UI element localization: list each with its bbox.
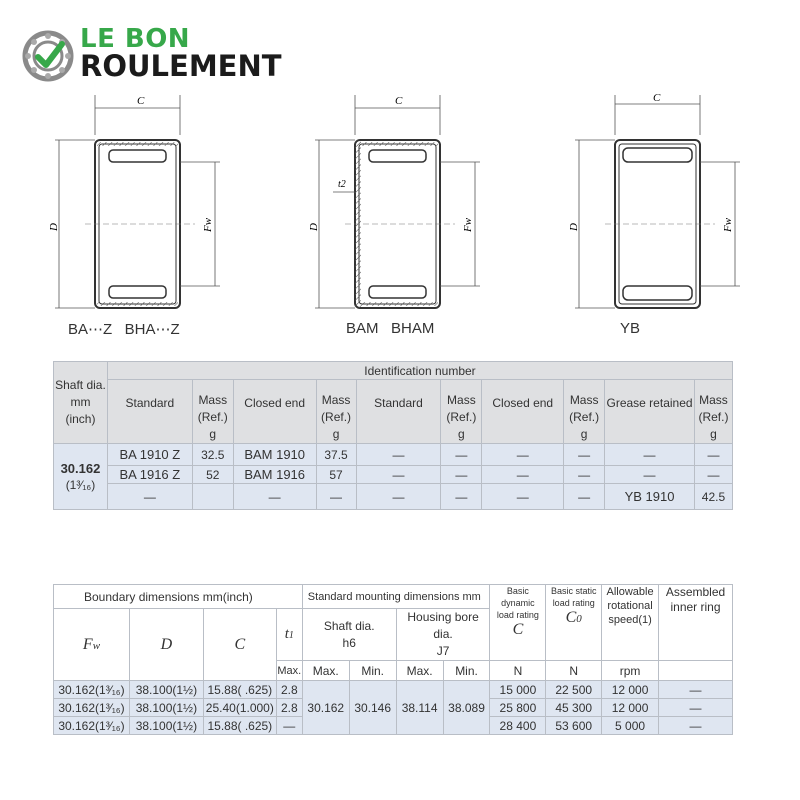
- diagram-label-ba: BA⋯Z BHA⋯Z: [68, 321, 180, 338]
- svg-text:D: D: [568, 223, 580, 231]
- dimensions-table: Boundary dimensions mm(inch) Standard mounting dimensions mm Basic dynamic load rating C Basic static load rating C0 Allowable rotational speed(1) Assembled inner ring Fw D C t1 Shaft dia. h6 Housing bore dia. J7 Max. Max. Min. Max. Min. N N rpm 30.162(1³⁄₁₆) 38.100(1½) 15.88( .625) 2.8 30.162 30.146 38.114 38.089 15 000 22 500 12 000 — 30.162(1³⁄₁₆) 38.100(1½) 25.40(1.000) 2.8 25 800 45 300 12 000 — 30.162(1³⁄₁₆) 38.100(1½) 15.88( .625) — 28 400 53 600 5 000 —: [53, 584, 733, 735]
- bearing-diagram-ba: [45, 90, 235, 320]
- table-row: — — — — — — — YB 1910 42.5: [54, 484, 733, 510]
- logo-line1: LE BON: [80, 24, 191, 54]
- logo-line2: ROULEMENT: [80, 49, 282, 83]
- svg-text:C: C: [653, 92, 661, 104]
- table-row: 30.162 (1³⁄₁₆) BA 1910 Z 32.5 BAM 1910 37.5 — — — — — —: [54, 444, 733, 466]
- shaft-dia-header: Shaft dia. mm (inch): [54, 362, 108, 444]
- identification-number-header: Identification number: [107, 362, 732, 380]
- table-row: 30.162(1³⁄₁₆) 38.100(1½) 25.40(1.000) 2.8 25 800 45 300 12 000 —: [54, 699, 733, 717]
- identification-table: Shaft dia. mm (inch) Identification number Standard Mass (Ref.) g Closed end Mass (Ref.) g Standard Mass (Ref.) g Closed end Mass (Ref.) g Grease retained Mass (Ref.) g 30.162 (1³⁄₁₆) BA 1910 Z 32.5 BAM 1910 37.5 — — — — — — BA 1916 Z 52 BAM 1916 57 — — — — — — — — — — — — — YB 1910 42.5: [53, 361, 733, 510]
- svg-text:Fw: Fw: [202, 217, 214, 232]
- table-row: 30.162(1³⁄₁₆) 38.100(1½) 15.88( .625) — 28 400 53 600 5 000 —: [54, 717, 733, 735]
- table-row: BA 1916 Z 52 BAM 1916 57 — — — — — —: [54, 466, 733, 484]
- table-row: 30.162(1³⁄₁₆) 38.100(1½) 15.88( .625) 2.8 30.162 30.146 38.114 38.089 15 000 22 500 12 000 —: [54, 681, 733, 699]
- mounting-dimensions-header: Standard mounting dimensions mm: [302, 585, 490, 609]
- boundary-dimensions-header: Boundary dimensions mm(inch): [54, 585, 303, 609]
- diagram-label-bam: BAM BHAM: [346, 320, 435, 337]
- dim-c-label: C: [137, 95, 145, 107]
- bearing-diagram-yb: [565, 90, 755, 320]
- brand-logo: [22, 26, 302, 86]
- svg-text:D: D: [308, 223, 320, 231]
- svg-text:D: D: [48, 223, 60, 231]
- svg-text:t2: t2: [338, 179, 346, 190]
- diagram-label-yb: YB: [620, 320, 641, 337]
- bearing-diagram-bam: [305, 90, 495, 320]
- svg-text:Fw: Fw: [462, 217, 474, 232]
- bearing-check-icon: [22, 30, 74, 82]
- svg-text:Fw: Fw: [722, 217, 734, 232]
- svg-text:C: C: [395, 95, 403, 107]
